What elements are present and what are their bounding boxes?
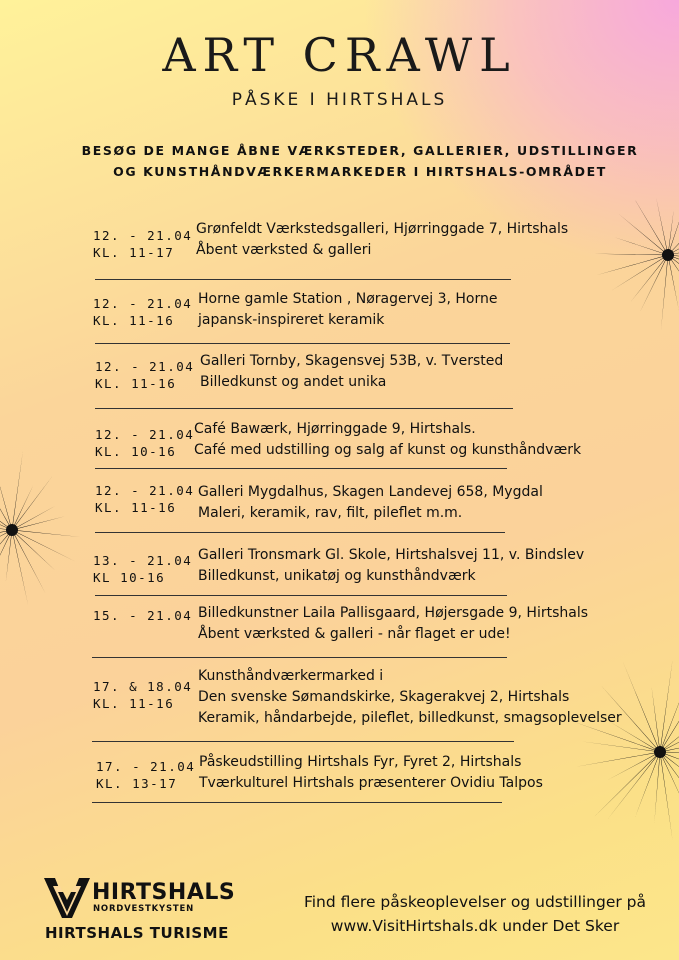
- event-info: Påskeudstilling Hirtshals Fyr, Fyret 2, Hirtshals Tværkulturel Hirtshals præsenterer Ovidiu Talpos: [199, 754, 543, 791]
- event-divider: [95, 532, 505, 533]
- event-date: 12. - 21.04 KL. 11-16: [93, 296, 193, 328]
- event-divider: [95, 408, 513, 409]
- footer-text: [280, 890, 670, 938]
- event-divider: [95, 279, 511, 280]
- event-date: 12. - 21.04 KL. 11-16: [95, 483, 195, 515]
- starburst-icon: [552, 660, 679, 845]
- footer-line-1: Find flere påskeoplevelser og udstillinger på: [303, 893, 647, 911]
- event-date: 12. - 21.04 KL. 11-17: [93, 228, 193, 260]
- logo-subtitle: NORDVESTKYSTEN: [93, 904, 195, 914]
- event-info: Galleri Mygdalhus, Skagen Landevej 658, Mygdal Maleri, keramik, rav, filt, pileflet m.m.: [198, 484, 543, 521]
- event-info: Galleri Tronsmark Gl. Skole, Hirtshalsvej 11, v. Bindslev Billedkunst, unikatøj og kunsthåndværk: [198, 547, 585, 584]
- event-date: 12. - 21.04 KL. 11-16: [95, 359, 195, 391]
- event-date: 17. & 18.04 KL. 11-16: [93, 679, 193, 711]
- event-info: Grønfeldt Værkstedsgalleri, Hjørringgade 7, Hirtshals Åbent værksted & galleri: [196, 221, 569, 258]
- event-info: Galleri Tornby, Skagensvej 53B, v. Tversted Billedkunst og andet unika: [200, 353, 504, 390]
- starburst-icon: [0, 445, 92, 615]
- event-divider: [92, 802, 502, 803]
- logo-name: HIRTSHALS: [92, 880, 236, 905]
- logo-turisme: HIRTSHALS TURISME: [45, 924, 229, 942]
- event-date: 15. - 21.04: [93, 608, 193, 623]
- event-divider: [92, 657, 507, 658]
- intro-line-1: BESØG DE MANGE ÅBNE VÆRKSTEDER, GALLERIER, UDSTILLINGER: [81, 143, 639, 158]
- event-date: 13. - 21.04 KL 10-16: [93, 553, 193, 585]
- footer-line-2[interactable]: www.VisitHirtshals.dk under Det Sker: [330, 917, 620, 935]
- poster-title: ART CRAWL: [162, 28, 517, 82]
- event-divider: [92, 741, 514, 742]
- event-date: 12. - 21.04 KL. 10-16: [95, 427, 195, 459]
- event-divider: [95, 595, 507, 596]
- starburst-icon: [588, 168, 679, 338]
- event-info: Café Bawærk, Hjørringgade 9, Hirtshals. Café med udstilling og salg af kunst og kunsthåndværk: [194, 421, 582, 458]
- intro-text: [60, 140, 660, 182]
- hirtshals-logo-icon: [44, 872, 90, 920]
- intro-line-2: OG KUNSTHÅNDVÆRKERMARKEDER I HIRTSHALS-OMRÅDET: [113, 164, 607, 179]
- event-info: Horne gamle Station , Nøragervej 3, Horne japansk-inspireret keramik: [198, 291, 498, 328]
- event-date: 17. - 21.04 KL. 13-17: [96, 759, 196, 791]
- event-info: Kunsthåndværkermarked i Den svenske Sømandskirke, Skagerakvej 2, Hirtshals Keramik, håndarbejde, pileflet, billedkunst, smagsoplevelser: [198, 668, 622, 726]
- event-divider: [95, 468, 507, 469]
- event-divider: [95, 343, 510, 344]
- event-info: Billedkunstner Laila Pallisgaard, Højersgade 9, Hirtshals Åbent værksted & galleri - når flaget er ude!: [198, 605, 589, 642]
- poster-subtitle: PÅSKE I HIRTSHALS: [231, 90, 448, 110]
